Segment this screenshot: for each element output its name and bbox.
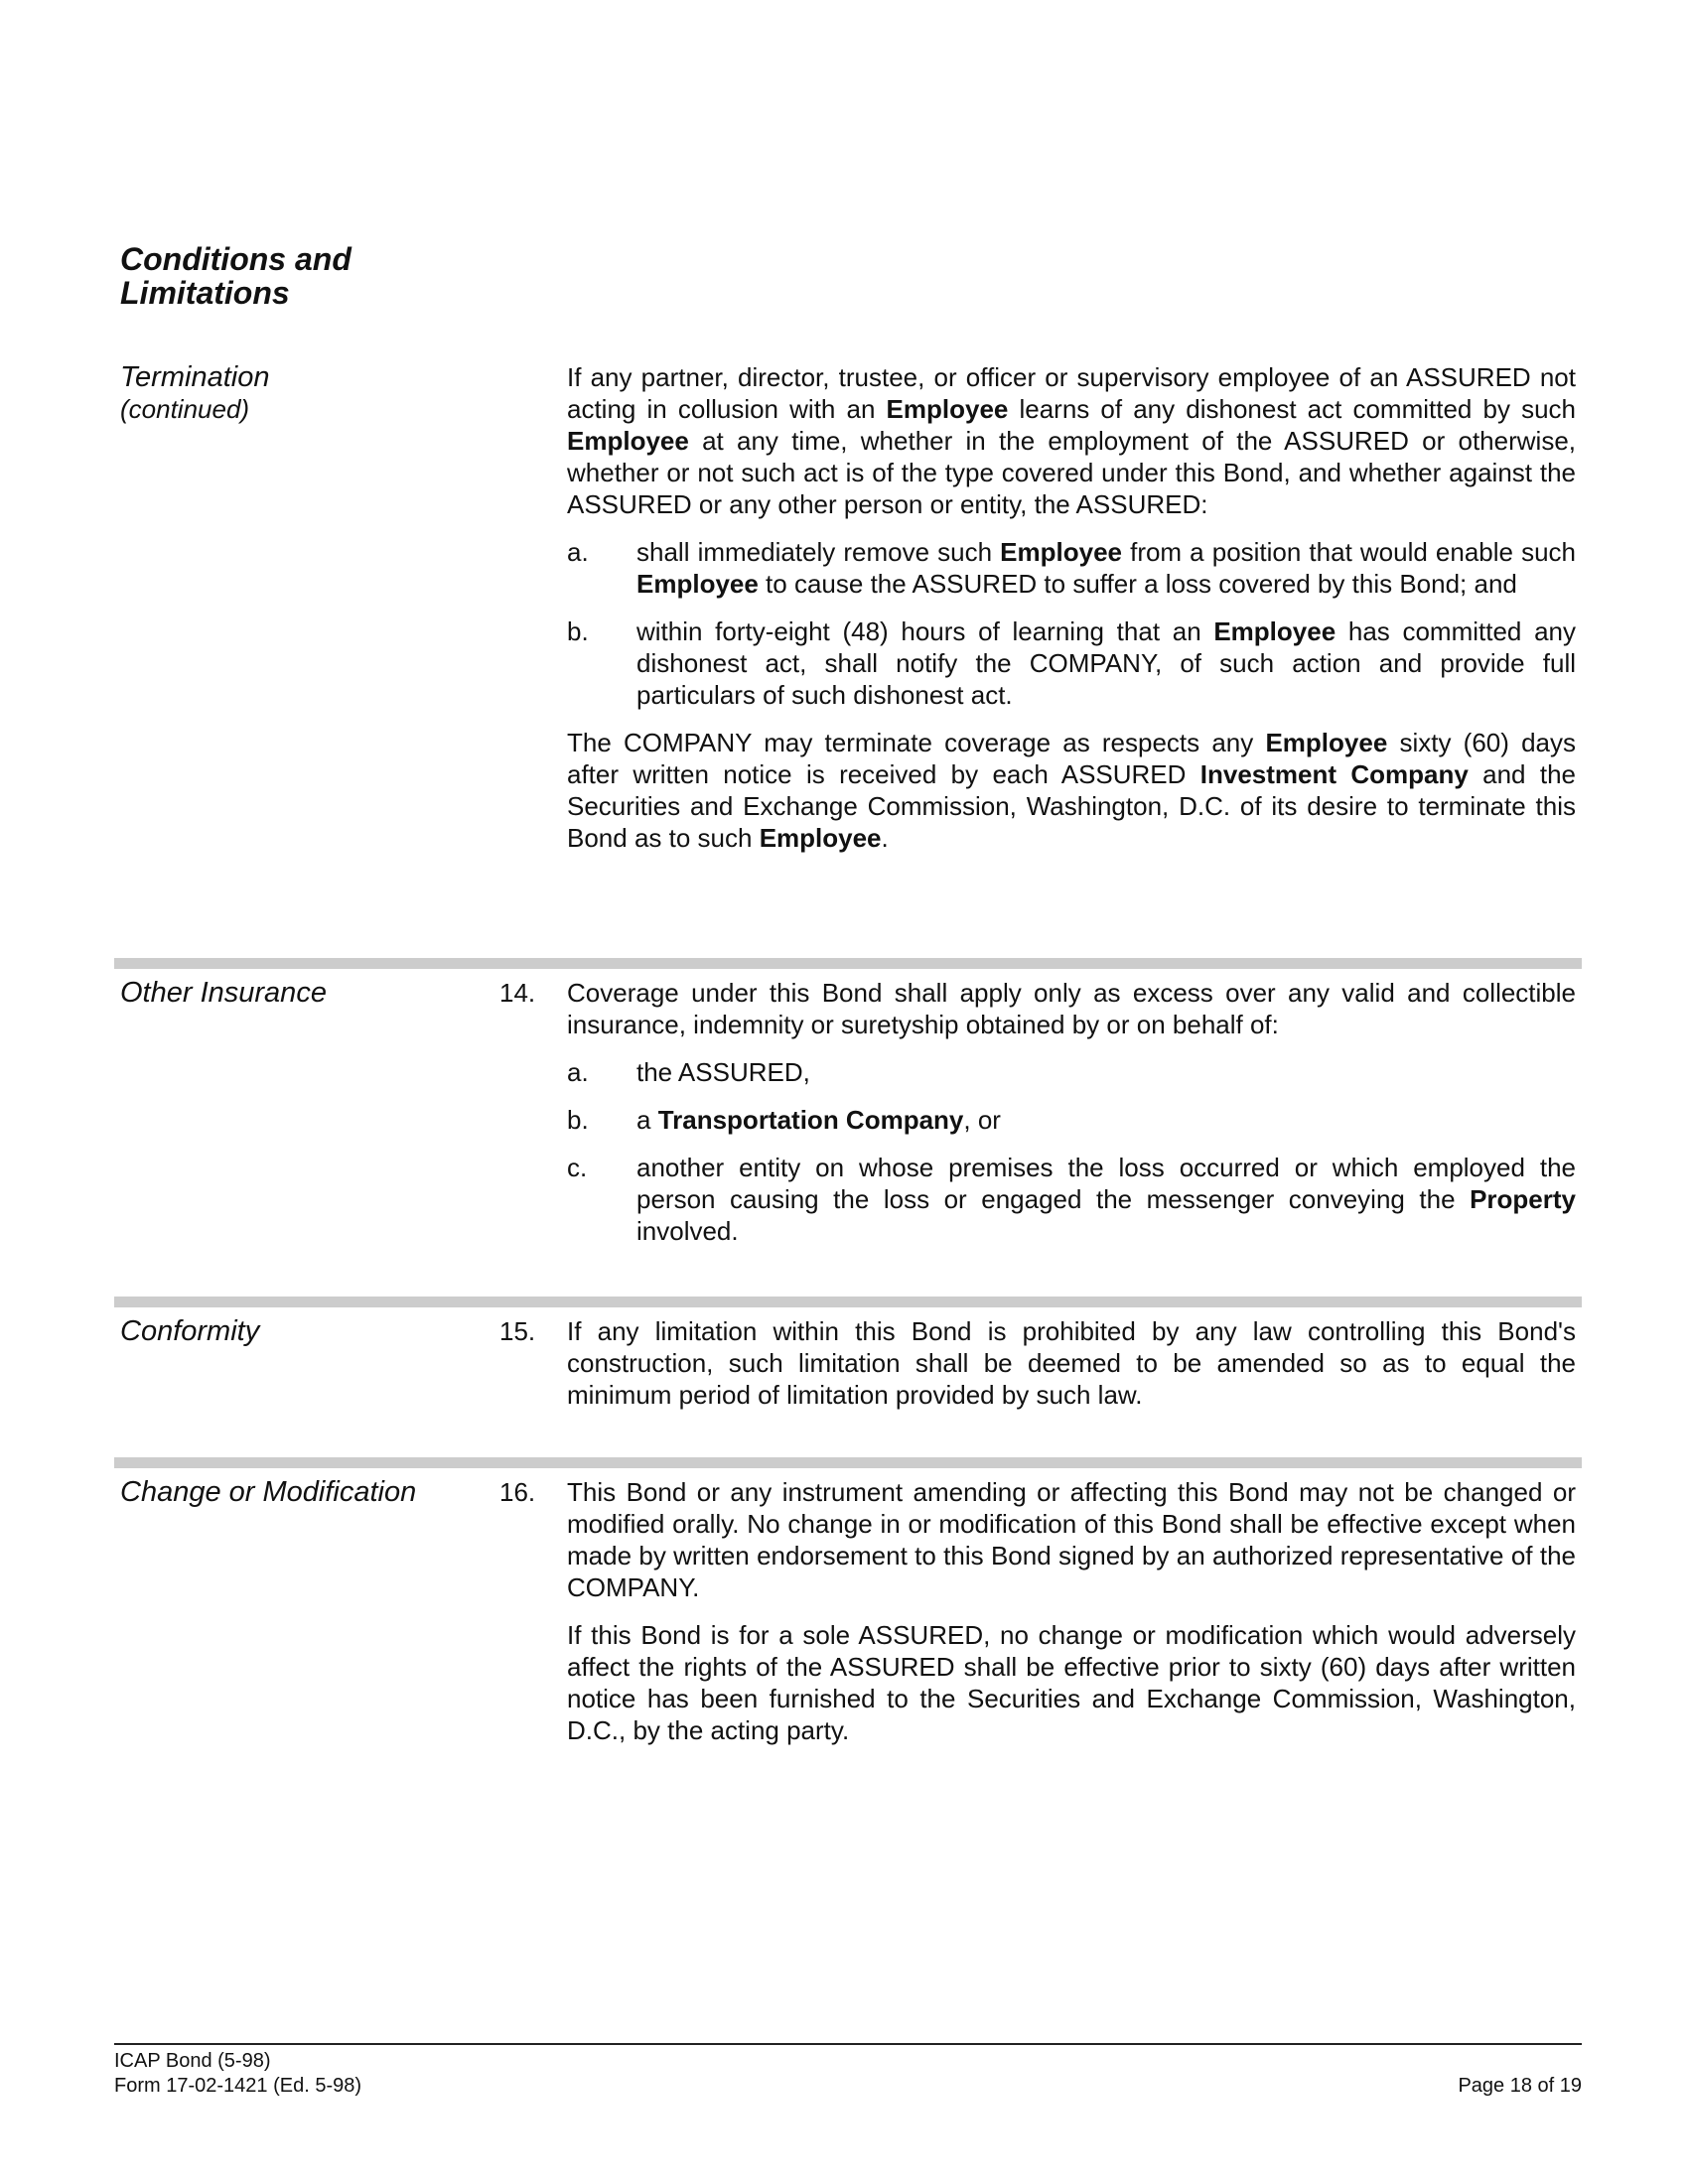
page-heading	[120, 242, 352, 310]
text-run: learns of any dishonest act committed by such	[1008, 394, 1576, 424]
list-item	[567, 1152, 1576, 1247]
defined-term: Employee	[567, 426, 689, 456]
section-label-other-insurance: Other Insurance	[120, 977, 327, 1009]
defined-term: Employee	[636, 569, 759, 599]
text-run: within forty-eight (48) hours of learning that an	[636, 616, 1214, 646]
section-number: 14.	[499, 978, 536, 1008]
section-divider	[114, 1457, 1582, 1468]
change-body	[567, 1476, 1576, 1746]
defined-term: Employee	[1213, 616, 1336, 646]
footer-divider	[114, 2043, 1582, 2045]
text-run: If any limitation within this Bond is prohibited by any law controlling this Bond's construction, such limitation shall be deemed to be amended so as to equal the minimum period of limitation provided by such law.	[567, 1316, 1576, 1410]
section-other-insurance	[114, 958, 1582, 1263]
text-run: and the Securities and Exchange Commission, Washington, D.C. of its desire to terminate this Bond as to such	[567, 759, 1576, 853]
termination-sublabel: (continued)	[120, 394, 250, 424]
conformity-body	[567, 1315, 1576, 1411]
text-run: another entity on whose premises the loss occurred or which employed the person causing the loss or engaged the messenger conveying the	[636, 1153, 1576, 1214]
text-run: The COMPANY may terminate coverage as respects any	[567, 728, 1266, 757]
heading-line-1: Conditions and	[120, 241, 352, 277]
list-text	[636, 1105, 1001, 1135]
list-text	[636, 537, 1576, 599]
text-run: This Bond or any instrument amending or affecting this Bond may not be changed or modified orally. No change in or modification of this Bond shall be effective except when made by written endorsement to this Bond signed by an authorized representative of the COMPANY.	[567, 1477, 1576, 1602]
section-termination	[114, 361, 1582, 854]
text-run: at any time, whether in the employment of the ASSURED or otherwise, whether or not such act is of the type covered under this Bond, and whether against the ASSURED or any other person or entity, the ASSURED:	[567, 426, 1576, 519]
list-text	[636, 1153, 1576, 1246]
section-divider	[114, 1297, 1582, 1307]
footer-form-info	[114, 2049, 361, 2099]
text-run: , or	[963, 1105, 1001, 1135]
list-letter: a.	[567, 537, 589, 567]
text-run: to cause the ASSURED to suffer a loss covered by this Bond; and	[758, 569, 1517, 599]
page-number: Page 18 of 19	[1458, 2075, 1582, 2097]
list-item	[567, 615, 1576, 711]
text-run: Coverage under this Bond shall apply only as excess over any valid and collectible insurance, indemnity or suretyship obtained by or on behalf of:	[567, 978, 1576, 1039]
defined-term: Property	[1470, 1184, 1576, 1214]
footer-bond-name: ICAP Bond (5-98)	[114, 2050, 271, 2072]
text-run: from a position that would enable such	[1122, 537, 1577, 567]
list-letter: a.	[567, 1057, 589, 1087]
section-change-modification	[114, 1457, 1582, 1746]
list-letter: b.	[567, 1105, 589, 1135]
list-text	[636, 616, 1576, 710]
defined-term: Investment Company	[1199, 759, 1469, 789]
defined-term: Employee	[886, 394, 1009, 424]
list-item	[567, 1104, 1576, 1136]
text-run: the ASSURED,	[636, 1057, 810, 1087]
text-run: has committed any dishonest act, shall notify the COMPANY, of such action and provide full particulars of such dishonest act.	[636, 616, 1576, 710]
section-label-conformity: Conformity	[120, 1315, 260, 1347]
section-conformity	[114, 1297, 1582, 1411]
change-paragraph-2	[567, 1619, 1576, 1746]
text-run: sixty (60) days after written notice is received by each ASSURED	[567, 728, 1577, 789]
section-number: 16.	[499, 1477, 536, 1507]
change-paragraph-1	[567, 1476, 1576, 1603]
defined-term: Employee	[1000, 537, 1122, 567]
conformity-text	[567, 1315, 1576, 1411]
footer-form-number: Form 17-02-1421 (Ed. 5-98)	[114, 2075, 362, 2097]
list-text	[636, 1057, 810, 1087]
defined-term: Employee	[1265, 728, 1388, 757]
heading-line-2: Limitations	[120, 275, 290, 311]
termination-body	[567, 361, 1576, 854]
termination-closing	[567, 727, 1576, 854]
text-run: a	[636, 1105, 658, 1135]
text-run: involved.	[636, 1216, 739, 1246]
text-run: .	[881, 823, 889, 853]
other-insurance-body	[567, 977, 1576, 1247]
section-number: 15.	[499, 1316, 536, 1346]
list-letter: c.	[567, 1153, 588, 1182]
text-run: If any partner, director, trustee, or officer or supervisory employee of an ASSURED not acting in collusion with an	[567, 362, 1576, 424]
list-item	[567, 536, 1576, 600]
defined-term: Employee	[759, 823, 882, 853]
termination-intro	[567, 361, 1576, 520]
section-label-change-modification: Change or Modification	[120, 1476, 417, 1508]
text-run: If this Bond is for a sole ASSURED, no change or modification which would adversely affect the rights of the ASSURED shall be effective prior to sixty (60) days after written notice has been furnished to the Securities and Exchange Commission, Washington, D.C., by the acting party.	[567, 1620, 1576, 1745]
list-letter: b.	[567, 616, 589, 646]
text-run: shall immediately remove such	[636, 537, 1001, 567]
other-insurance-intro	[567, 977, 1576, 1040]
termination-label: Termination	[120, 361, 270, 393]
section-label-termination	[120, 361, 269, 425]
section-divider	[114, 958, 1582, 969]
defined-term: Transportation Company	[657, 1105, 964, 1135]
list-item	[567, 1056, 1576, 1088]
